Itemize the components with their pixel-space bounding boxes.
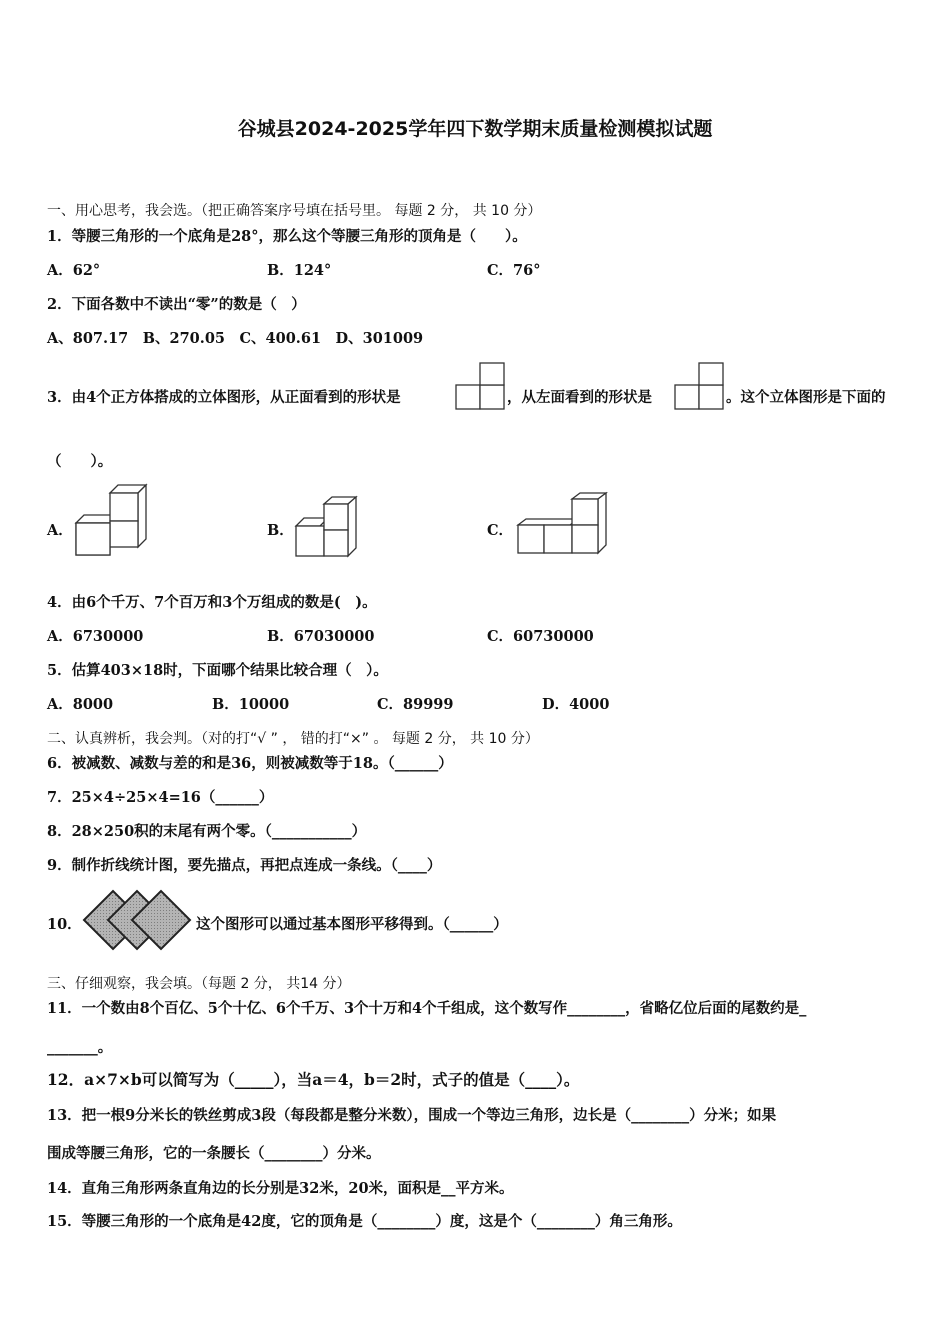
question-2: 2．下面各数中不读出“零”的数是（ ）	[47, 296, 306, 313]
question-3-part2: ，从左面看到的形状是	[507, 389, 652, 406]
section-1-heading: 一、用心思考，我会选。（把正确答案序号填在括号里。 每题 2 分， 共 10 分）	[47, 203, 542, 219]
question-11-line2: _______。	[47, 1039, 113, 1056]
overlapping-diamonds-figure	[82, 889, 194, 951]
question-3-part4: （ ）。	[47, 453, 113, 470]
option-c-cubes-figure	[516, 491, 608, 555]
question-5: 5．估算403×18时，下面哪个结果比较合理（ ）。	[47, 662, 388, 679]
question-9: 9．制作折线统计图，要先描点，再把点连成一条线。（____）	[47, 857, 442, 874]
q3-option-a: A．	[47, 522, 73, 539]
question-10-number: 10．	[47, 916, 82, 933]
question-10-text: 这个图形可以通过基本图形平移得到。（______）	[196, 916, 508, 933]
q3-option-b: B．	[267, 522, 294, 539]
question-3-part3: 。这个立体图形是下面的	[726, 389, 886, 406]
q5-option-c: C．89999	[377, 696, 454, 713]
question-15: 15．等腰三角形的一个底角是42度，它的顶角是（________）度，这是个（________）角三角形。	[47, 1213, 682, 1230]
q4-option-a: A．6730000	[47, 628, 144, 645]
q1-option-b: B．124°	[267, 262, 332, 279]
option-b-cubes-figure	[294, 496, 360, 560]
option-a-cubes-figure	[74, 483, 150, 557]
question-1: 1．等腰三角形的一个底角是28°，那么这个等腰三角形的顶角是（ ）。	[47, 228, 527, 245]
question-4: 4．由6个千万、7个百万和3个万组成的数是( )。	[47, 594, 377, 611]
q1-option-c: C．76°	[487, 262, 541, 279]
question-8: 8．28×250积的末尾有两个零。（___________）	[47, 823, 367, 840]
page-title: 谷城县2024-2025学年四下数学期末质量检测模拟试题	[237, 118, 713, 140]
q4-option-b: B．67030000	[267, 628, 375, 645]
q5-option-a: A．8000	[47, 696, 114, 713]
section-2-heading: 二、认真辨析，我会判。（对的打“√ ” ， 错的打“×” 。 每题 2 分， 共 10 分）	[47, 731, 539, 747]
front-view-figure	[455, 362, 507, 410]
q3-option-c: C．	[487, 522, 514, 539]
question-13-line1: 13．把一根9分米长的铁丝剪成3段（每段都是整分米数），围成一个等边三角形，边长是（________）分米；如果	[47, 1107, 777, 1124]
question-6: 6．被减数、减数与差的和是36，则被减数等于18。（______）	[47, 755, 453, 772]
question-11-line1: 11．一个数由8个百亿、5个十亿、6个千万、3个十万和4个千组成，这个数写作________，省略亿位后面的尾数约是_	[47, 1000, 807, 1017]
question-14: 14．直角三角形两条直角边的长分别是32米，20米，面积是__平方米。	[47, 1180, 514, 1197]
q4-option-c: C．60730000	[487, 628, 594, 645]
question-3-part1: 3．由4个正方体搭成的立体图形，从正面看到的形状是	[47, 389, 401, 406]
left-view-figure	[674, 362, 726, 410]
question-7: 7．25×4÷25×4=16（______）	[47, 789, 274, 806]
section-3-heading: 三、仔细观察，我会填。（每题 2 分， 共14 分）	[47, 976, 351, 992]
q1-option-a: A．62°	[47, 262, 101, 279]
q2-options: A、807.17 B、270.05 C、400.61 D、301009	[47, 330, 424, 347]
question-13-line2: 围成等腰三角形，它的一条腰长（________）分米。	[47, 1145, 381, 1162]
q5-option-b: B．10000	[212, 696, 290, 713]
q5-option-d: D．4000	[542, 696, 610, 713]
question-12: 12．a×7×b可以简写为（_____），当a＝4，b＝2时，式子的值是（____）。	[47, 1070, 580, 1089]
